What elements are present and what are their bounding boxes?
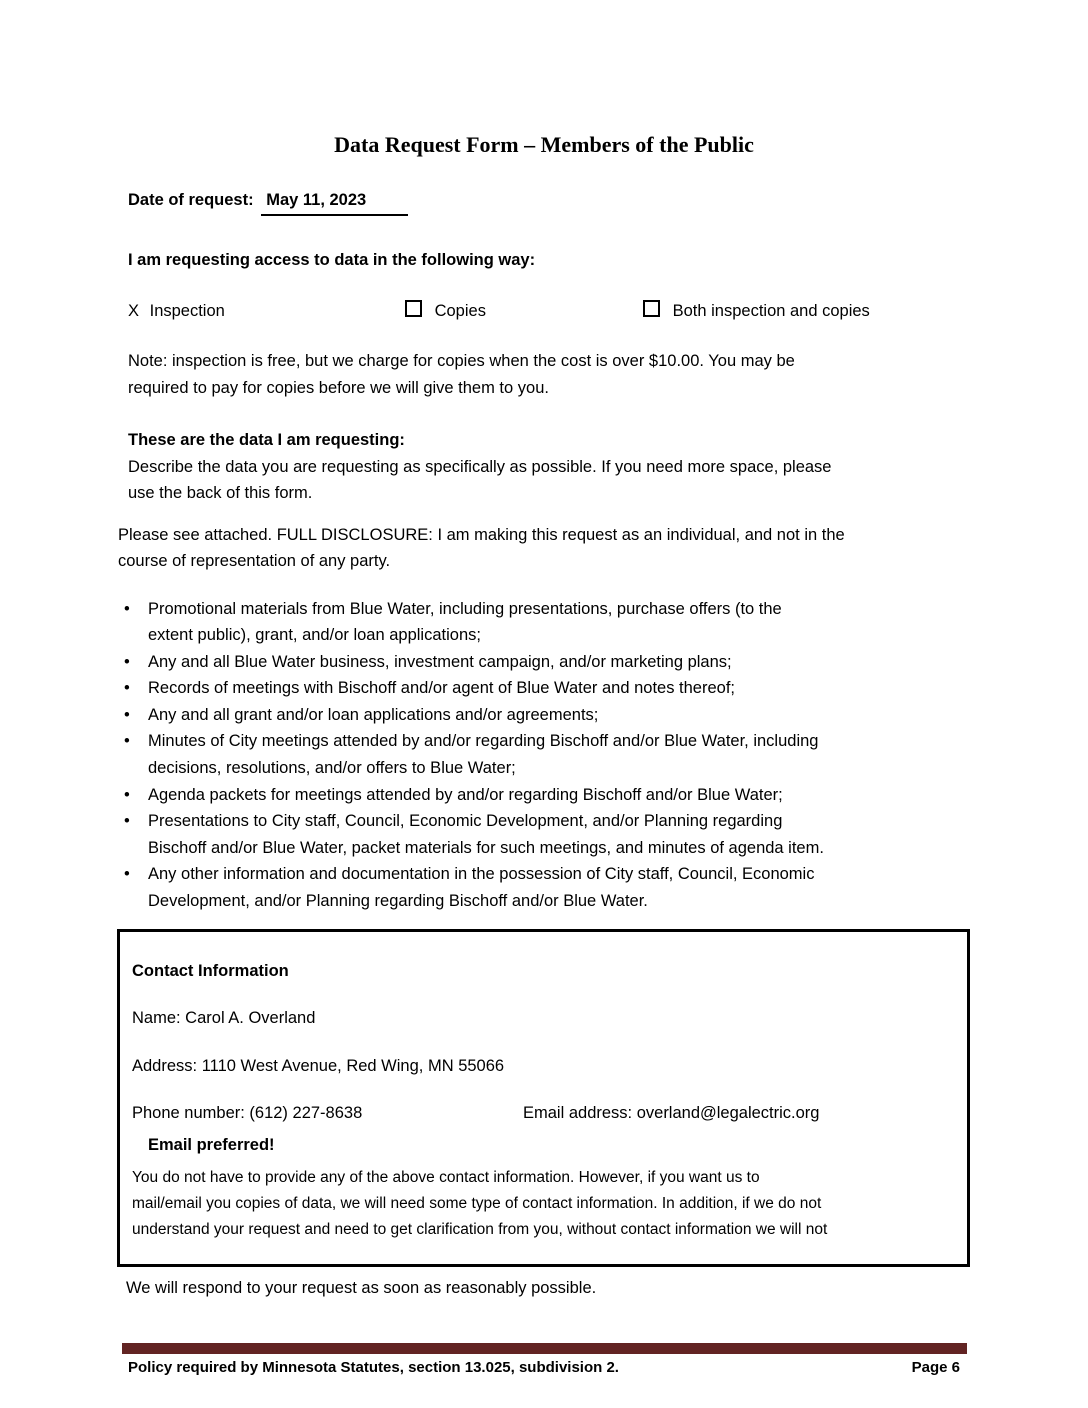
- option-both-label: Both inspection and copies: [672, 302, 870, 320]
- page-footer: [128, 1357, 960, 1378]
- option-copies: [405, 298, 486, 325]
- contact-disclaimer: You do not have to provide any of the above contact information. However, if you want us to mail/email you copies of data, we will need some type of contact information. In addition, if we do not understand your request and need to get clarification from you, without contact information we will not: [132, 1169, 828, 1239]
- contact-phone-email-row: [132, 1100, 953, 1127]
- date-of-request-line: [128, 187, 1088, 216]
- page-title: Data Request Form – Members of the Public: [334, 132, 754, 157]
- footer-divider-bar: [122, 1343, 967, 1354]
- contact-heading: Contact Information: [132, 961, 289, 980]
- checkbox-icon[interactable]: [643, 300, 660, 317]
- checkbox-icon[interactable]: [405, 300, 422, 317]
- date-field: [261, 187, 408, 216]
- footer-policy-text: Policy required by Minnesota Statutes, section 13.025, subdivision 2.: [128, 1358, 619, 1376]
- option-copies-label: Copies: [434, 302, 486, 320]
- response-note: We will respond to your request as soon as reasonably possible.: [126, 1279, 597, 1298]
- contact-address: Address: 1110 West Avenue, Red Wing, MN 55066: [132, 1056, 505, 1075]
- email-preferred-note: Email preferred!: [148, 1135, 275, 1154]
- request-list-item: • Minutes of City meetings attended by and/or regarding Bischoff and/or Blue Water, including decisions, resolutions, and/or offers to Blue Water;: [122, 728, 1088, 781]
- data-requested-block: [128, 427, 1088, 507]
- request-list-item: • Any other information and documentation in the possession of City staff, Council, Economic Development, and/or Planning regarding Bischoff and/or Blue Water.: [122, 861, 1088, 914]
- access-method-heading: I am requesting access to data in the following way:: [128, 250, 536, 269]
- copies-cost-note: Note: inspection is free, but we charge for copies when the cost is over $10.00. You may be required to pay for copies before we will give them to you.: [128, 352, 795, 397]
- option-inspection-label: Inspection: [149, 302, 225, 320]
- data-requested-instructions: Describe the data you are requesting as specifically as possible. If you need more space, please use the back of this form.: [128, 457, 832, 502]
- requested-data-list: [122, 596, 1088, 915]
- option-inspection: [128, 298, 225, 325]
- contact-phone: Phone number: (612) 227-8638: [132, 1104, 363, 1123]
- full-disclosure-paragraph: Please see attached. FULL DISCLOSURE: I am making this request as an individual, and not in the course of representation of any party.: [118, 525, 845, 570]
- date-value: May 11, 2023: [266, 191, 367, 209]
- x-mark-icon: X: [128, 302, 140, 320]
- contact-information-box: [117, 929, 970, 1268]
- option-both: [643, 298, 870, 325]
- request-list-item: • Any and all grant and/or loan applications and/or agreements;: [122, 702, 1088, 729]
- request-list-item: • Records of meetings with Bischoff and/or agent of Blue Water and notes thereof;: [122, 675, 1088, 702]
- contact-email: Email address: overland@legalectric.org: [523, 1104, 820, 1123]
- request-list-item: • Agenda packets for meetings attended by and/or regarding Bischoff and/or Blue Water;: [122, 782, 1088, 809]
- access-options-row: [128, 298, 1088, 325]
- footer-page-number: Page 6: [911, 1358, 960, 1376]
- data-requested-heading: These are the data I am requesting:: [128, 431, 405, 449]
- request-list-item: • Any and all Blue Water business, investment campaign, and/or marketing plans;: [122, 649, 1088, 676]
- request-list-item: • Presentations to City staff, Council, Economic Development, and/or Planning regarding Bischoff and/or Blue Water, packet materials for such meetings, and minutes of agenda item.: [122, 808, 1088, 861]
- request-list-item: • Promotional materials from Blue Water, including presentations, purchase offers (to the extent public), grant, and/or loan applications;: [122, 596, 1088, 649]
- contact-name: Name: Carol A. Overland: [132, 1009, 316, 1028]
- date-label: Date of request:: [128, 191, 254, 209]
